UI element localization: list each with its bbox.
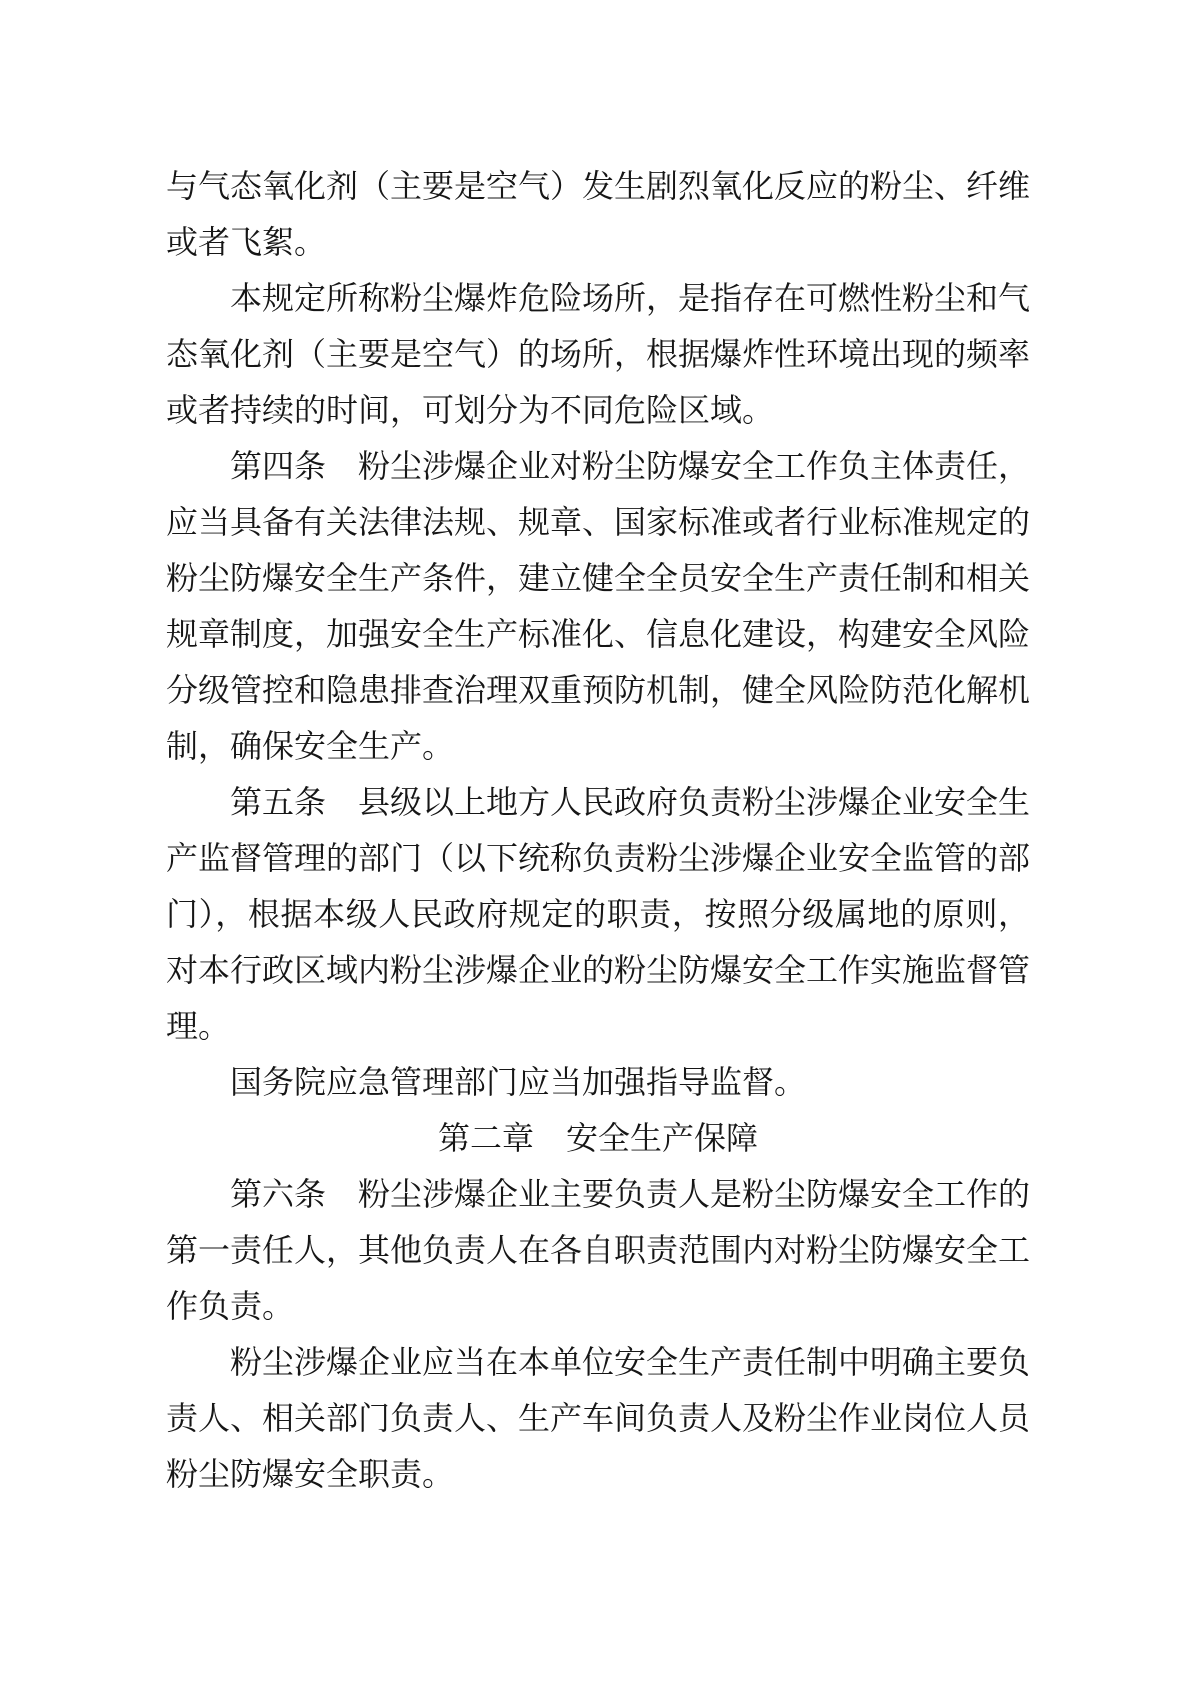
article-5-paragraph: 第五条 县级以上地方人民政府负责粉尘涉爆企业安全生产监督管理的部门（以下统称负责粉尘涉爆企业安全监管的部门），根据本级人民政府规定的职责，按照分级属地的原则，对本行政区域内粉尘涉爆企业的粉尘防爆安全工作实施监督管理。 xyxy=(166,784,1031,1044)
paragraph-hazard-area-definition: 本规定所称粉尘爆炸危险场所，是指存在可燃性粉尘和气态氧化剂（主要是空气）的场所，根据爆炸性环境出现的频率或者持续的时间，可划分为不同危险区域。 xyxy=(166,280,1031,428)
chapter-2-heading: 第二章 安全生产保障 xyxy=(437,1120,758,1156)
paragraph-dust-definition-continuation: 与气态氧化剂（主要是空气）发生剧烈氧化反应的粉尘、纤维或者飞絮。 xyxy=(166,168,1031,260)
article-4-paragraph: 第四条 粉尘涉爆企业对粉尘防爆安全工作负主体责任，应当具备有关法律法规、规章、国家标准或者行业标准规定的粉尘防爆安全生产条件，建立健全全员安全生产责任制和相关规章制度，加强安全生产标准化、信息化建设，构建安全风险分级管控和隐患排查治理双重预防机制，健全风险防范化解机制，确保安全生产。 xyxy=(166,448,1031,764)
article-6-paragraph-2: 粉尘涉爆企业应当在本单位安全生产责任制中明确主要负责人、相关部门负责人、生产车间负责人及粉尘作业岗位人员粉尘防爆安全职责。 xyxy=(166,1344,1031,1492)
paragraph-state-council-supervision: 国务院应急管理部门应当加强指导监督。 xyxy=(230,1064,807,1100)
article-6-paragraph: 第六条 粉尘涉爆企业主要负责人是粉尘防爆安全工作的第一责任人，其他负责人在各自职责范围内对粉尘防爆安全工作负责。 xyxy=(166,1176,1031,1324)
